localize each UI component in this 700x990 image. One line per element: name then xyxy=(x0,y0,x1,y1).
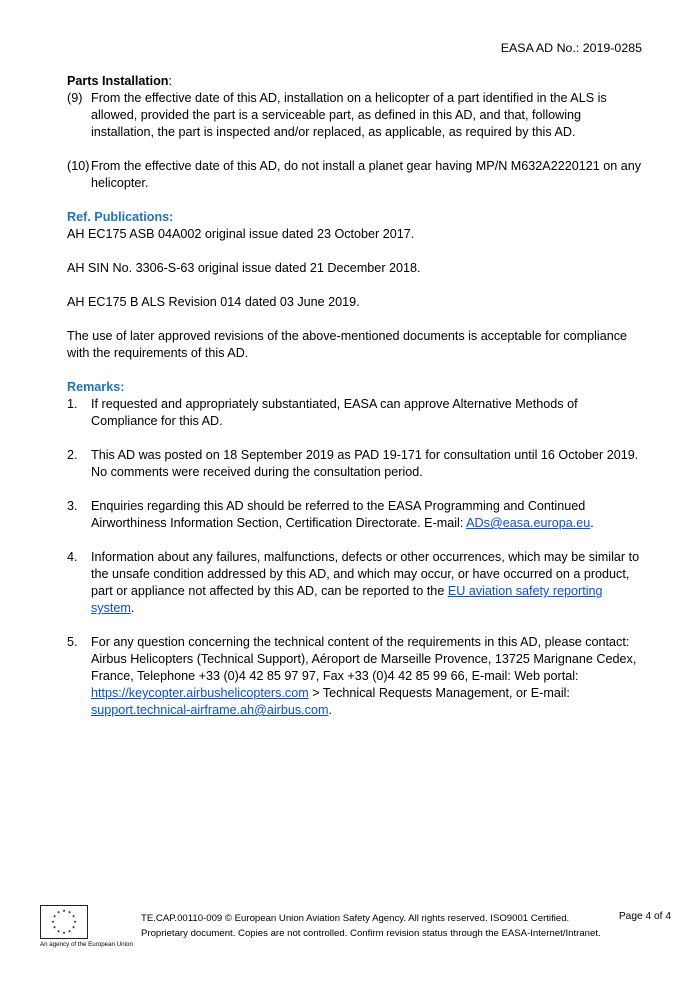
remark-number: 3. xyxy=(67,499,78,513)
ad-number-header: EASA AD No.: 2019-0285 xyxy=(500,41,642,55)
remark-text: This AD was posted on 18 September 2019 as PAD 19-171 for consultation until 16 October 2019. No comments were received during the consultation period. xyxy=(91,448,639,479)
remark-number: 2. xyxy=(67,448,78,462)
ref-publications-heading: Ref. Publications: xyxy=(67,210,174,224)
svg-text:★: ★ xyxy=(67,928,72,934)
remark-number: 4. xyxy=(67,550,78,564)
remark-3 xyxy=(67,498,645,532)
eu-agency-caption: An agency of the European Union xyxy=(40,941,133,948)
svg-text:★: ★ xyxy=(62,930,66,935)
remark-number: 5. xyxy=(67,635,78,649)
item-number: (9) xyxy=(67,91,83,105)
safety-reporting-link[interactable]: EU aviation safety reporting system xyxy=(91,584,603,615)
footer-line-1: TE.CAP.00110-009 © European Union Aviation Safety Agency. All rights reserved. ISO9001 Certified. xyxy=(141,913,570,924)
ref-publication-3: AH EC175 B ALS Revision 014 dated 03 June 2019. xyxy=(67,295,360,309)
remark-4 xyxy=(67,549,645,617)
remark-2 xyxy=(67,447,645,481)
remark-text xyxy=(91,634,645,719)
airbus-support-email-link[interactable]: support.technical-airframe.ah@airbus.com xyxy=(91,703,329,717)
svg-text:★: ★ xyxy=(62,908,66,913)
svg-text:★: ★ xyxy=(73,919,77,924)
remark-text: If requested and appropriately substantiated, EASA can approve Alternative Methods of Compliance for this AD. xyxy=(91,397,578,428)
instruction-item-9 xyxy=(67,90,645,141)
remark-text-part: Enquiries regarding this AD should be referred to the EASA Programming and Continued Airworthiness Information Section, Certification Directorate. E-mail: xyxy=(91,499,586,530)
eu-flag-logo xyxy=(40,905,88,939)
item-text: From the effective date of this AD, installation on a helicopter of a part identified in the ALS is allowed, provided the part is a serviceable part, as defined in this AD, and that, following installation, the part is inspected and/or replaced, as applicable, as required by this AD. xyxy=(91,91,607,139)
remark-text-part: . xyxy=(130,601,135,615)
remarks-heading: Remarks: xyxy=(67,380,125,394)
remark-text-part: > Technical Requests Management, or E-mail: xyxy=(308,686,570,700)
remark-text-part: . xyxy=(328,703,332,717)
ref-publication-1: AH EC175 ASB 04A002 original issue dated 23 October 2017. xyxy=(67,227,415,241)
footer-line-2: Proprietary document. Copies are not controlled. Confirm revision status through the EASA-Internet/Intranet. xyxy=(141,928,601,939)
svg-text:★: ★ xyxy=(52,913,57,919)
svg-text:★: ★ xyxy=(56,909,61,915)
item-number: (10) xyxy=(67,159,90,173)
instruction-item-10 xyxy=(67,158,645,192)
footer-copyright xyxy=(141,911,601,941)
remark-text-part: For any question concerning the technical content of the requirements in this AD, please contact: Airbus Helicopters (Technical Support), Aéroport de Marseille Provence, 13725 Marignane Cedex, France, Telephone +33 (0)4 42 85 97 97, Fax +33 (0)4 42 85 99 66, E-mail: Web portal: xyxy=(91,635,637,683)
item-text: From the effective date of this AD, do not install a planet gear having MP/N M632A2220121 on any helicopter. xyxy=(91,159,642,190)
parts-installation-title: Parts Installation xyxy=(67,74,169,88)
keycopter-portal-link[interactable]: https://keycopter.airbushelicopters.com xyxy=(91,686,309,700)
ref-publications-note: The use of later approved revisions of the above-mentioned documents is acceptable for compliance with the requirements of this AD. xyxy=(67,329,628,360)
svg-text:★: ★ xyxy=(51,919,55,924)
remark-text-part: . xyxy=(590,516,594,530)
remark-text-part: Information about any failures, malfunctions, defects or other occurrences, which may be similar to the unsafe condition addressed by this AD, and which may occur, or have occurred on a product, part or appliance not affected by this AD, can be reported to the xyxy=(91,550,640,598)
remark-number: 1. xyxy=(67,397,78,411)
remark-5 xyxy=(67,634,645,719)
remark-1 xyxy=(67,396,645,430)
eu-stars-icon xyxy=(41,906,87,938)
svg-text:★: ★ xyxy=(52,924,57,930)
svg-text:★: ★ xyxy=(71,924,76,930)
svg-text:★: ★ xyxy=(71,913,76,919)
remark-text xyxy=(91,549,645,617)
remark-text xyxy=(91,498,645,532)
svg-text:★: ★ xyxy=(67,909,72,915)
easa-email-link[interactable]: ADs@easa.europa.eu xyxy=(466,516,591,530)
page-number: Page 4 of 4 xyxy=(618,911,671,922)
ref-publication-2: AH SIN No. 3306-S-63 original issue dated 21 December 2018. xyxy=(67,261,421,275)
svg-text:★: ★ xyxy=(56,928,61,934)
heading-colon: : xyxy=(168,74,172,88)
parts-installation-heading xyxy=(67,73,645,90)
document-body xyxy=(67,73,645,719)
